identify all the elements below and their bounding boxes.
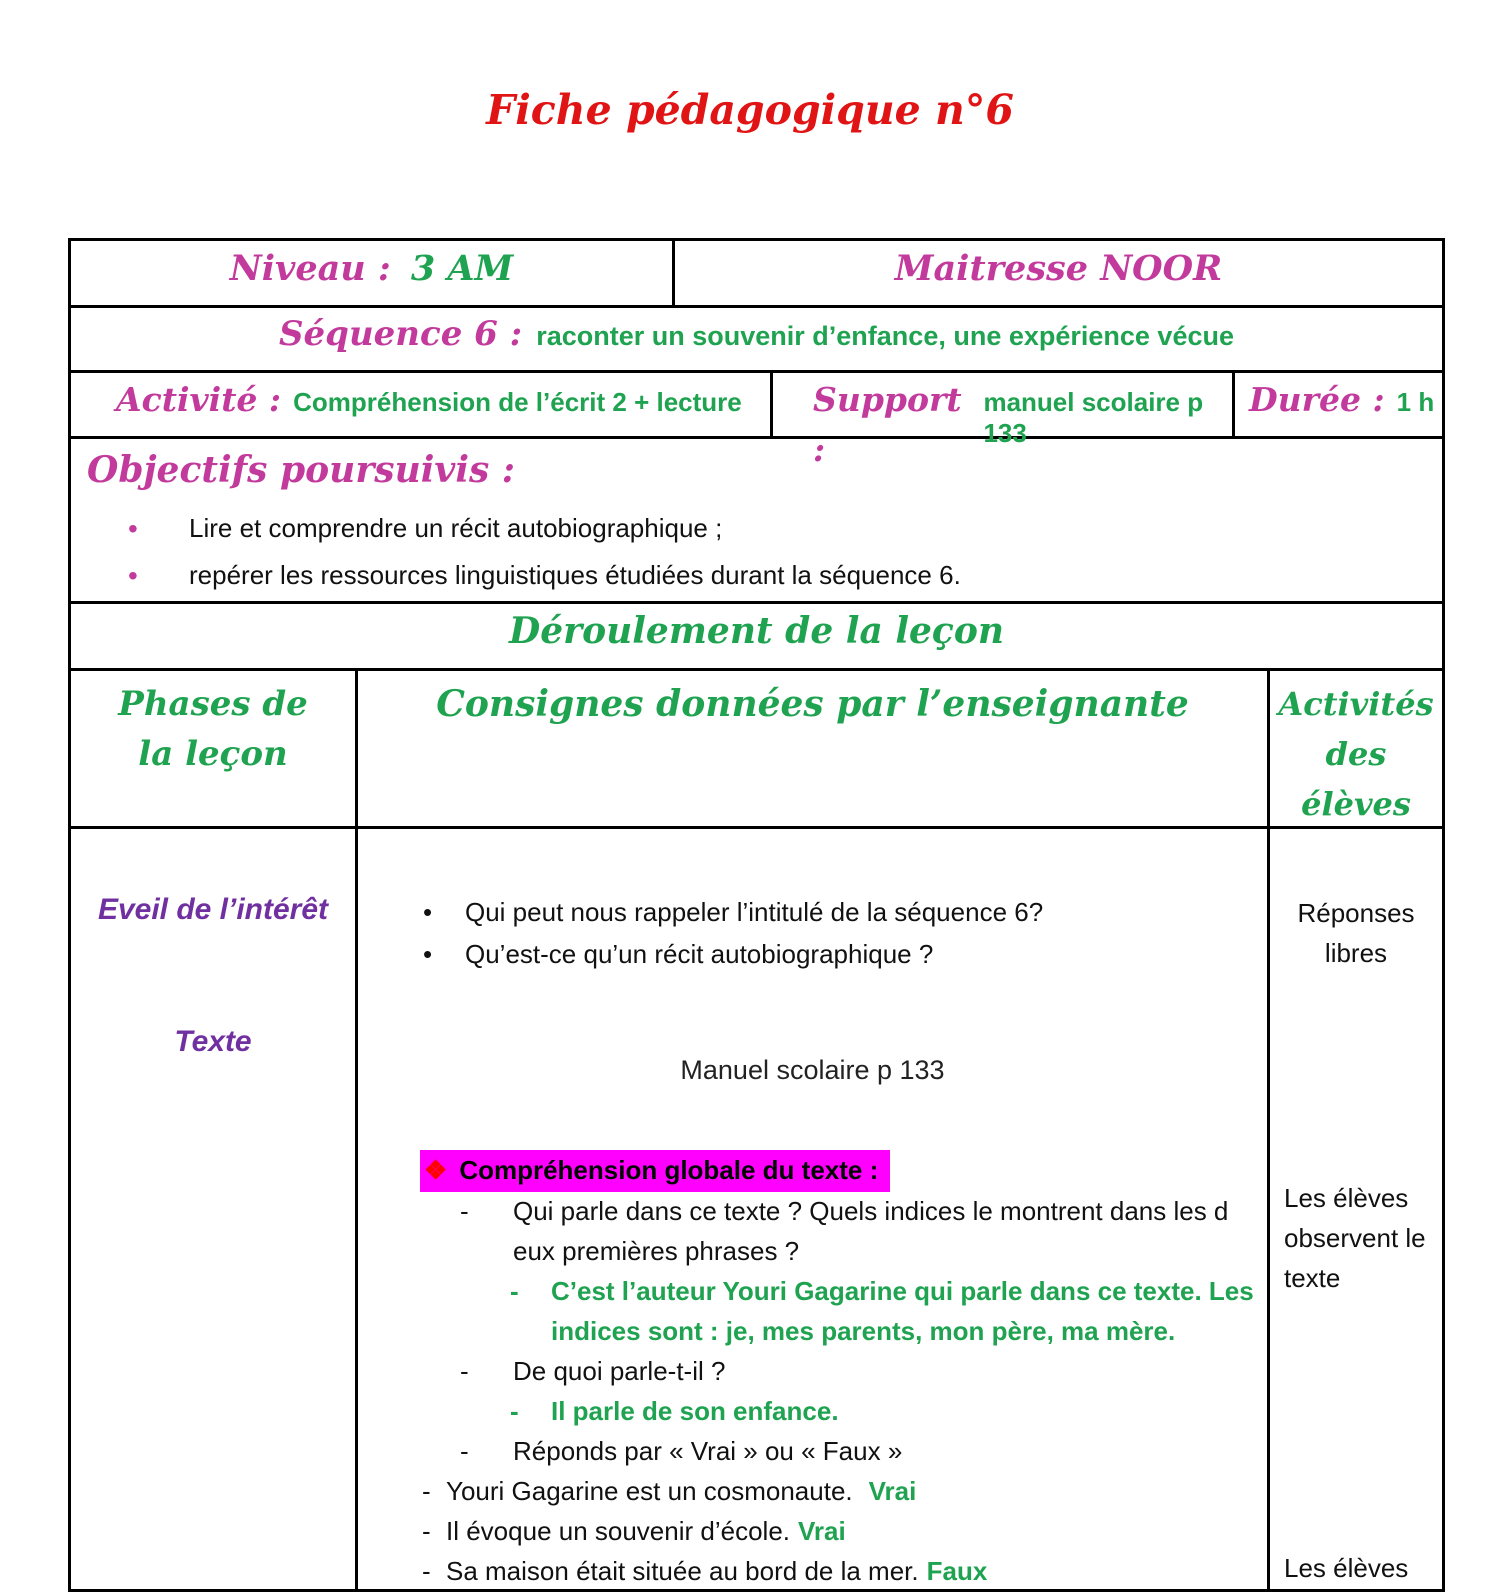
support-label: Support : <box>813 380 962 469</box>
question-text: Youri Gagarine est un cosmonaute. <box>446 1476 853 1506</box>
activite-label: Activité : <box>116 380 282 419</box>
question-text: Réponds par « Vrai » ou « Faux » <box>513 1436 903 1466</box>
dash-marker: - <box>510 1276 519 1306</box>
question-text: Il évoque un souvenir d’école. <box>446 1516 791 1546</box>
header-activites: Activités des élèves <box>1278 685 1434 823</box>
consigne-line <box>358 1471 1267 1511</box>
answer-text: Vrai <box>868 1476 917 1506</box>
duree-value: 1 h <box>1396 387 1435 417</box>
reponses-libres: Réponses libres <box>1297 898 1415 968</box>
phases-column <box>71 829 358 1589</box>
question-text: De quoi parle-t-il ? <box>513 1356 726 1386</box>
duree-label: Durée : <box>1249 380 1385 419</box>
sequence-value: raconter un souvenir d’enfance, une expérience vécue <box>536 321 1234 351</box>
consigne-line <box>358 1271 1267 1311</box>
row-table-headers <box>71 671 1442 829</box>
consignes-column <box>358 829 1270 1589</box>
phase-eveil: Eveil de l’intérêt <box>97 893 329 926</box>
consigne-bullet-item: • Qu’est-ce qu’un récit autobiographique ? <box>358 933 1267 975</box>
row-deroulement <box>71 604 1442 671</box>
consigne-text <box>513 1431 902 1471</box>
dash-marker: - <box>422 1516 431 1546</box>
consigne-text <box>551 1311 1175 1351</box>
maitresse-cell <box>675 241 1442 305</box>
diamond-bullet-icon: ❖ <box>424 1155 448 1185</box>
phase-texte: Texte <box>174 1025 252 1058</box>
consigne-line <box>358 1551 1267 1591</box>
consigne-line <box>358 1191 1267 1231</box>
header-consignes: Consignes données par l’enseignante <box>358 671 1270 826</box>
deroulement-heading: Déroulement de la leçon <box>508 610 1005 652</box>
answer-text: C’est l’auteur Youri Gagarine qui parle dans ce texte. Les <box>551 1276 1254 1306</box>
support-value: manuel scolaire p 133 <box>983 387 1204 448</box>
answer-text: Faux <box>926 1556 988 1586</box>
objectifs-list <box>71 505 1442 599</box>
dash-marker: - <box>422 1476 431 1506</box>
consignes-bullet-list <box>358 891 1267 975</box>
dash-marker: - <box>460 1356 469 1386</box>
eleves-observent: Les élèves observent le texte <box>1284 1183 1426 1293</box>
row-activite <box>71 373 1442 469</box>
manuel-reference: Manuel scolaire p 133 <box>680 1055 945 1085</box>
row-niveau <box>71 241 1442 308</box>
dash-marker: - <box>460 1196 469 1226</box>
objectif-item: • Lire et comprendre un récit autobiographique ; <box>71 505 1442 552</box>
consigne-text <box>551 1391 839 1431</box>
consigne-lines <box>358 1191 1267 1591</box>
activites-column <box>1270 829 1442 1589</box>
consigne-text <box>446 1551 987 1591</box>
objectif-item: • repérer les ressources linguistiques étudiées durant la séquence 6. <box>71 552 1442 599</box>
row-objectifs <box>71 439 1442 604</box>
activite-cell <box>71 373 773 436</box>
row-sequence <box>71 308 1442 373</box>
consigne-text <box>513 1191 1228 1231</box>
question-text: Qui parle dans ce texte ? Quels indices le montrent dans les d <box>513 1196 1229 1226</box>
consigne-line <box>358 1431 1267 1471</box>
lesson-plan-table <box>68 238 1445 1592</box>
highlight-band <box>420 1150 890 1192</box>
header-phases: Phases de la leçon <box>71 671 358 826</box>
consigne-line <box>358 1511 1267 1551</box>
niveau-cell <box>71 241 675 305</box>
answer-text: indices sont : je, mes parents, mon père, ma mère. <box>551 1316 1176 1346</box>
consigne-text <box>513 1231 799 1271</box>
dash-marker: - <box>422 1556 431 1586</box>
maitresse-name: Maitresse NOOR <box>894 248 1223 289</box>
support-cell <box>773 373 1235 469</box>
answer-text: Il parle de son enfance. <box>551 1396 839 1426</box>
consigne-bullet-item: • Qui peut nous rappeler l’intitulé de la séquence 6? <box>358 891 1267 933</box>
page-title: Fiche pédagogique n°6 <box>486 86 1014 134</box>
answer-text: Vrai <box>798 1516 846 1546</box>
consigne-line <box>358 1351 1267 1391</box>
section-heading-line <box>358 1149 1267 1191</box>
niveau-label: Niveau : <box>229 248 391 289</box>
activite-value: Compréhension de l’écrit 2 + lecture <box>293 387 742 417</box>
consigne-line <box>358 1231 1267 1271</box>
consigne-text <box>551 1271 1254 1311</box>
objectifs-heading: Objectifs poursuivis : <box>87 449 516 491</box>
consigne-text <box>446 1471 916 1511</box>
niveau-value: 3 AM <box>410 248 514 289</box>
les-eleves: Les élèves <box>1284 1553 1409 1583</box>
question-text: Sa maison était située au bord de la mer. <box>446 1556 919 1586</box>
consigne-text <box>513 1351 725 1391</box>
consigne-line <box>358 1311 1267 1351</box>
consigne-line <box>358 1391 1267 1431</box>
question-text: eux premières phrases ? <box>513 1236 800 1266</box>
duree-cell <box>1235 373 1442 436</box>
dash-marker: - <box>510 1396 519 1426</box>
dash-marker: - <box>460 1436 469 1466</box>
consigne-text <box>446 1511 846 1551</box>
sequence-label: Séquence 6 : <box>278 314 523 354</box>
section-title: Compréhension globale du texte : <box>459 1155 879 1185</box>
row-content <box>71 829 1442 1589</box>
